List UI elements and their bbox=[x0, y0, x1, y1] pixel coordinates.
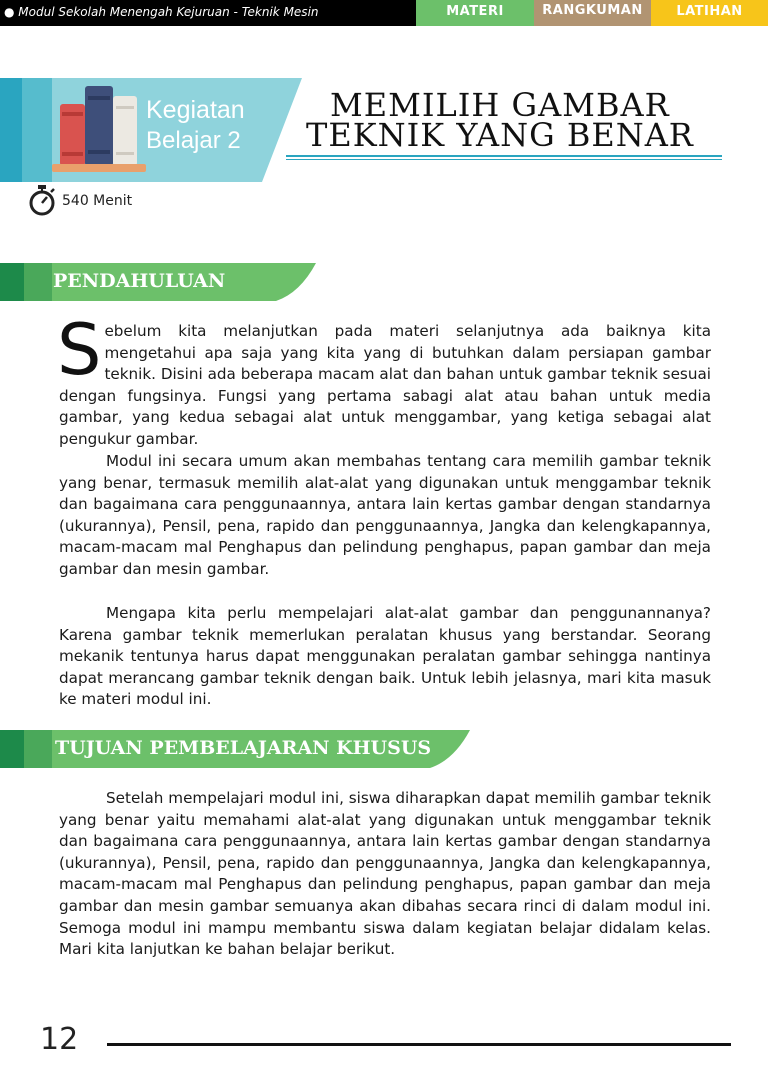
top-bar bbox=[0, 0, 768, 26]
title-underline bbox=[286, 155, 722, 157]
paragraph-intro bbox=[57, 309, 711, 451]
section-title-tujuan: TUJUAN PEMBELAJARAN KHUSUS bbox=[55, 737, 432, 759]
kegiatan-label: Kegiatan bbox=[146, 96, 245, 124]
duration-label: 540 Menit bbox=[62, 193, 133, 209]
belajar-label: Belajar 2 bbox=[146, 127, 241, 154]
section-header-tujuan bbox=[0, 730, 475, 768]
section-header-pendahuluan bbox=[0, 263, 320, 301]
paragraph-intro-text: ebelum kita melanjutkan pada materi selanjutnya ada baiknya kita mengetahui apa saja yang kita yang di butuhkan dalam persiapan gambar teknik. Disini ada beberapa macam alat dan bahan untuk gambar teknik sesuai dengan fungsinya. Fungsi yang pertama sabagi alat atau bahan untuk media gambar, yang kedua sebagai alat untuk menggambar, yang ketiga sebagai alat pengukur gambar. bbox=[59, 322, 711, 448]
tab-materi[interactable]: MATERI bbox=[416, 0, 534, 26]
page-number: 12 bbox=[40, 1022, 79, 1057]
section-title-pendahuluan: PENDAHULUAN bbox=[53, 270, 226, 292]
tab-latihan[interactable]: LATIHAN bbox=[651, 0, 768, 26]
footer-rule bbox=[107, 1043, 731, 1046]
tab-rangkuman[interactable]: RANGKUMAN bbox=[534, 0, 651, 26]
module-label: ● Modul Sekolah Menengah Kejuruan - Teknik Mesin bbox=[0, 0, 416, 26]
paragraph-objectives: Setelah mempelajari modul ini, siswa diharapkan dapat memilih gambar teknik yang benar yaitu memahami alat-alat yang digunakan untuk menggambar teknik dan bagaimana cara penggunaannya, antara lain kertas gambar dengan standarnya (ukurannya), Pensil, pena, rapido dan penggunaannya, Jangka dan kelengkapannya, macam-macam mal Penghapus dan pelindung penghapus, papan gambar dan meja gambar dan mesin gambar semuanya akan dibahas secara rinci di dalam modul ini. Semoga modul ini mampu membantu siswa dalam kegiatan belajar didalam kelas. Mari kita lanjutkan ke bahan belajar berikut. bbox=[59, 789, 711, 959]
paragraph-why: Mengapa kita perlu mempelajari alat-alat gambar dan penggunannanya? Karena gambar teknik memerlukan peralatan khusus yang berstandar. Seorang mekanik tentunya harus dapat menggunakan peralatan gambar sehingga nantinya dapat merancang gambar teknik dengan baik. Untuk lebih jelasnya, mari kita masuk ke materi modul ini. bbox=[59, 604, 711, 709]
page-title-line2: TEKNIK YANG BENAR bbox=[306, 116, 694, 154]
page-title-line1: MEMILIH GAMBAR bbox=[330, 86, 670, 124]
title-underline-thin bbox=[286, 159, 722, 160]
paragraph-module-overview: Modul ini secara umum akan membahas tentang cara memilih gambar teknik yang benar, termasuk memilih alat-alat yang digunakan untuk menggambar teknik dan bagaimana cara penggunaannya, antara lain kertas gambar dengan standarnya (ukurannya), Pensil, pena, rapido dan penggunaannya, Jangka dan kelengkapannya, macam-macam mal Penghapus dan pelindung penghapus, papan gambar dan meja gambar dan mesin gambar. bbox=[59, 452, 711, 578]
activity-banner bbox=[0, 78, 305, 182]
stopwatch-icon bbox=[27, 184, 57, 216]
drop-cap: S bbox=[57, 309, 102, 391]
